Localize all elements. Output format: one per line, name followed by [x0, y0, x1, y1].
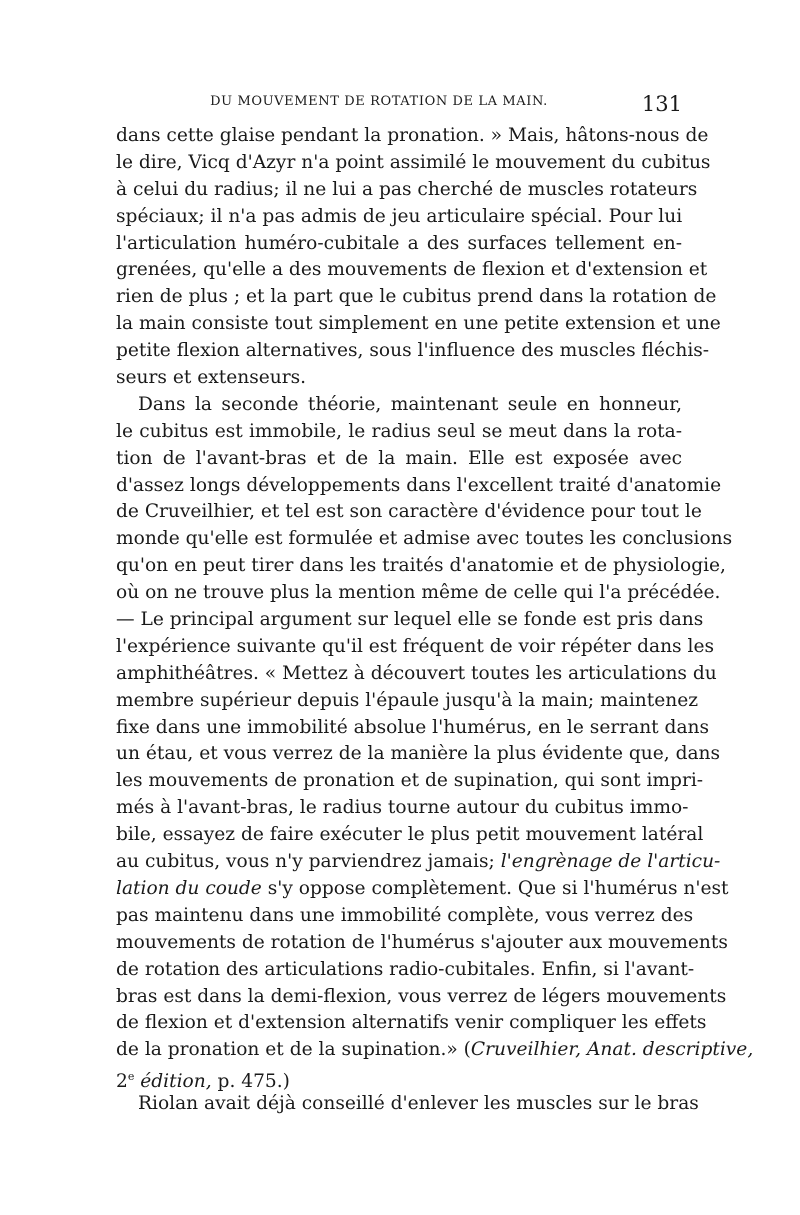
text-run: au cubitus, vous n'y parviendrez jamais; — [116, 851, 501, 873]
text-line: le cubitus est immobile, le radius seul se meut dans la rota- — [116, 420, 682, 442]
italic-text: Cruveilhier, Anat. descriptive, — [470, 1039, 754, 1061]
text-line: l'articulation huméro-cubitale a des surfaces tellement en- — [116, 232, 682, 254]
text-line: rien de plus ; et la part que le cubitus prend dans la rotation de — [116, 286, 717, 308]
italic-text: édition, — [134, 1071, 212, 1093]
text-line — [116, 876, 729, 903]
text-line — [116, 1037, 754, 1064]
text-line: — Le principal argument sur lequel elle se fonde est pris dans — [116, 609, 704, 631]
text-line: à celui du radius; il ne lui a pas cherché de muscles rotateurs — [116, 178, 698, 200]
text-line — [116, 1064, 682, 1091]
text-line: dans cette glaise pendant la pronation. » Mais, hâtons-nous de — [116, 125, 709, 146]
text-line: Dans la seconde théorie, maintenant seule en honneur, — [138, 393, 682, 415]
text-line: spéciaux; il n'a pas admis de jeu articulaire spécial. Pour lui — [116, 205, 683, 227]
page-number: 131 — [641, 92, 682, 116]
italic-text: lation du coude — [116, 877, 262, 899]
text-line: amphithéâtres. « Mettez à découvert toutes les articulations du — [116, 662, 717, 684]
text-line: d'assez longs développements dans l'excellent traité d'anatomie — [116, 474, 722, 496]
text-line: pas maintenu dans une immobilité complète, vous verrez des — [116, 904, 694, 926]
superscript: e — [127, 1070, 135, 1084]
text-line: bile, essayez de faire exécuter le plus petit mouvement latéral — [116, 824, 704, 846]
text-line: bras est dans la demi-flexion, vous verrez de légers mouvements — [116, 985, 727, 1007]
text-line: un étau, et vous verrez de la manière la plus évidente que, dans — [116, 743, 721, 765]
text-line: Riolan avait déjà conseillé d'enlever les muscles sur le bras — [138, 1093, 699, 1115]
text-run: 2 — [116, 1071, 128, 1093]
text-line: grenées, qu'elle a des mouvements de flexion et d'extension et — [116, 259, 708, 281]
text-line: tion de l'avant-bras et de la main. Elle est exposée avec — [116, 447, 682, 469]
body-text — [116, 123, 754, 1118]
text-line: fixe dans une immobilité absolue l'humérus, en le serrant dans — [116, 716, 710, 738]
text-line: de flexion et d'extension alternatifs venir compliquer les effets — [116, 1012, 707, 1034]
text-line: la main consiste tout simplement en une petite extension et une — [116, 313, 721, 335]
italic-text: l'engrènage de l'articu- — [500, 851, 721, 873]
text-line: où on ne trouve plus la mention même de celle qui l'a précédée. — [116, 582, 721, 604]
text-line: més à l'avant-bras, le radius tourne autour du cubitus immo- — [116, 797, 689, 819]
text-line: membre supérieur depuis l'épaule jusqu'à la main; maintenez — [116, 689, 698, 711]
text-line: les mouvements de pronation et de supination, qui sont impri- — [116, 770, 704, 792]
text-line: le dire, Vicq d'Azyr n'a point assimilé le mouvement du cubitus — [116, 151, 711, 173]
text-line: mouvements de rotation de l'humérus s'ajouter aux mouvements — [116, 931, 728, 953]
text-run: de la pronation et de la supination.» ( — [116, 1039, 471, 1061]
text-line: l'expérience suivante qu'il est fréquent de voir répéter dans les — [116, 635, 714, 657]
text-line: qu'on en peut tirer dans les traités d'anatomie et de physiologie, — [116, 555, 726, 577]
text-run: p. 475.) — [211, 1071, 290, 1093]
text-line: de rotation des articulations radio-cubitales. Enfin, si l'avant- — [116, 958, 695, 980]
text-line: seurs et extenseurs. — [116, 367, 307, 389]
page-header — [116, 92, 682, 116]
text-line: de Cruveilhier, et tel est son caractère d'évidence pour tout le — [116, 501, 702, 523]
text-line — [116, 849, 721, 876]
running-head: DU MOUVEMENT DE ROTATION DE LA MAIN. — [210, 94, 548, 109]
text-run: s'y oppose complètement. Que si l'humérus n'est — [261, 877, 729, 899]
text-line: monde qu'elle est formulée et admise avec toutes les conclusions — [116, 528, 733, 550]
text-line: petite flexion alternatives, sous l'influence des muscles fléchis- — [116, 340, 710, 362]
